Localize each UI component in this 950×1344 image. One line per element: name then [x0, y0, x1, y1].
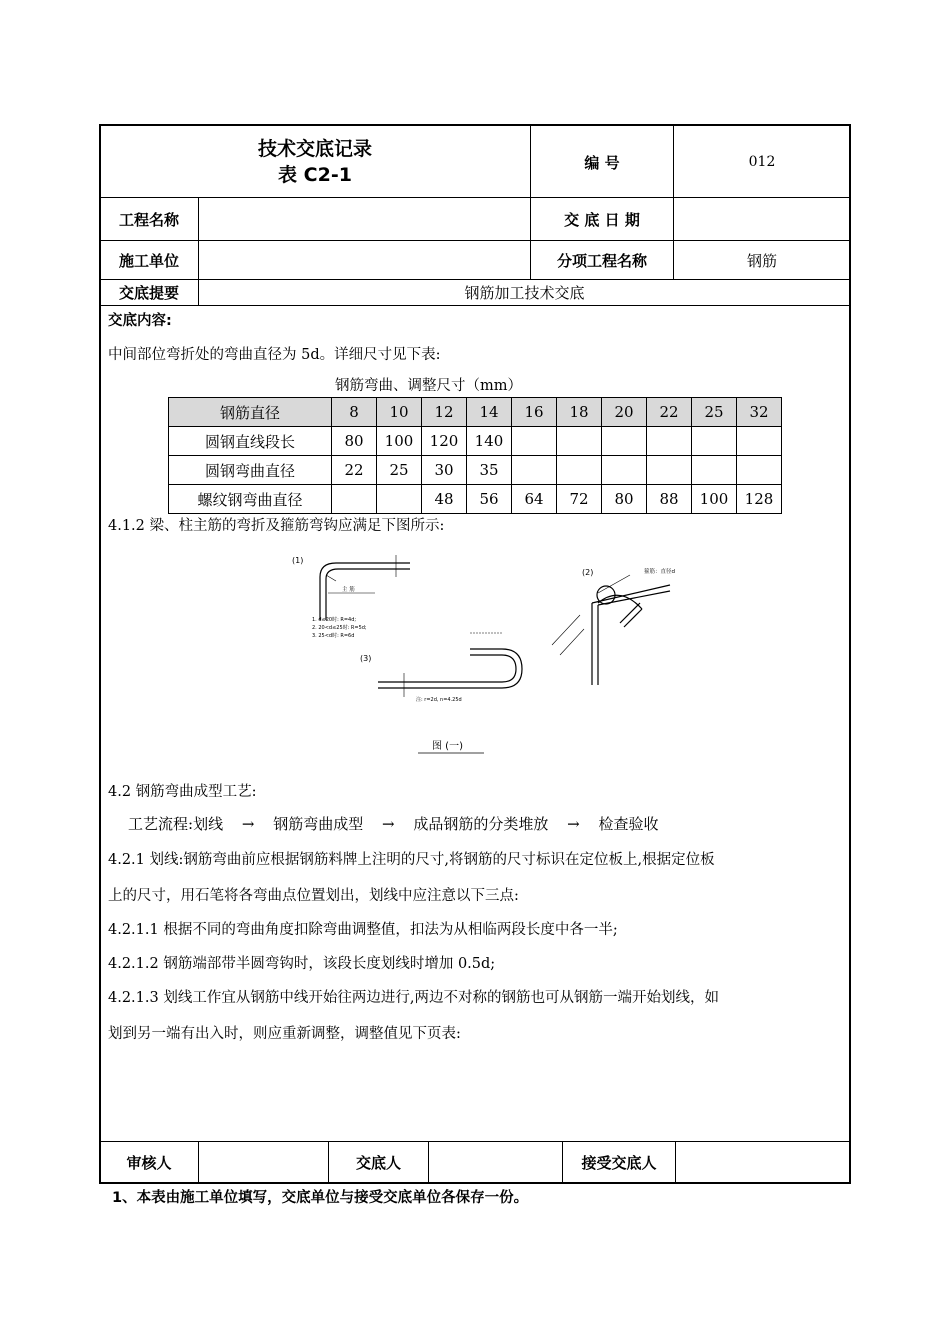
table-cell: 72 — [557, 485, 602, 514]
table-cell: 25 — [377, 456, 422, 485]
dim-line — [552, 615, 580, 645]
stirrup-label: 箍筋：直径d — [644, 569, 675, 575]
hook-bar-outer — [378, 655, 516, 682]
rule-3: 3. 25<d时: R=6d — [312, 633, 355, 639]
table-header-row — [169, 398, 782, 427]
flow-step: 钢筋弯曲成型 — [273, 815, 364, 833]
hook-tail — [620, 603, 640, 623]
table-cell — [512, 427, 557, 456]
para-4-2-1-3-line1: 4.2.1.3 划线工作宜从钢筋中线开始往两边进行,两边不对称的钢筋也可从钢筋一端开始划线，如 — [108, 990, 719, 1006]
table-cell: 25 — [692, 398, 737, 427]
flow-step: 检查验收 — [598, 815, 659, 833]
date-label: 交 底 日 期 — [564, 210, 640, 229]
table-cell — [692, 456, 737, 485]
table-cell: 80 — [332, 427, 377, 456]
fig-label-1: (1) — [292, 556, 304, 565]
code-label: 编 号 — [584, 153, 620, 172]
footnote: 1、本表由施工单位填写，交底单位与接受交底单位各保存一份。 — [112, 1190, 529, 1206]
subproject-value[interactable]: 钢筋 — [746, 251, 777, 270]
table-cell — [602, 456, 647, 485]
para-4-2-1-2: 4.2.1.2 钢筋端部带半圆弯钩时，该段长度划线时增加 0.5d; — [108, 956, 496, 972]
fig-label-3: (3) — [360, 654, 372, 663]
flow-step: 成品钢筋的分类堆放 — [413, 815, 549, 833]
content-heading: 交底内容: — [108, 313, 172, 329]
receiver-label: 接受交底人 — [581, 1154, 657, 1172]
title-line1: 技术交底记录 — [257, 138, 372, 160]
table-cell — [332, 485, 377, 514]
table-cell — [512, 456, 557, 485]
para-4-2-1-1: 4.2.1.1 根据不同的弯曲角度扣除弯曲调整值，扣法为从相临两段长度中各一半; — [108, 922, 618, 938]
table-cell: 20 — [602, 398, 647, 427]
table-cell: 48 — [422, 485, 467, 514]
table-row — [169, 456, 782, 485]
process-flow — [128, 813, 659, 834]
table-cell — [647, 427, 692, 456]
arrow-icon: → — [241, 815, 255, 833]
project-name-value[interactable] — [199, 198, 530, 240]
bent-bar-1-outer — [320, 563, 410, 620]
table-cell: 钢筋直径 — [169, 398, 332, 427]
flow-label: 工艺流程: — [128, 815, 194, 833]
project-name-label: 工程名称 — [118, 210, 179, 229]
code-value[interactable]: 012 — [748, 154, 776, 170]
table-cell — [737, 427, 782, 456]
para-4-2-1-3-line2: 划到另一端有出入时，则应重新调整，调整值见下页表: — [108, 1026, 461, 1042]
note-3: 注: r=2d, n=4.25d — [416, 697, 462, 703]
table-cell: 100 — [692, 485, 737, 514]
rebar-bending-figure — [280, 545, 700, 760]
table-cell: 30 — [422, 456, 467, 485]
table-cell: 16 — [512, 398, 557, 427]
figure-caption: 图 (一) — [432, 741, 463, 752]
radius-mark — [326, 575, 336, 581]
table-row — [169, 427, 782, 456]
form-title — [100, 127, 530, 197]
table-cell — [692, 427, 737, 456]
receiver-value[interactable] — [676, 1142, 850, 1183]
para-4-1-2: 4.1.2 梁、柱主筋的弯折及箍筋弯钩应满足下图所示: — [108, 518, 445, 534]
date-value[interactable] — [674, 198, 850, 240]
fig-label-2: (2) — [582, 568, 594, 577]
table-cell — [602, 427, 647, 456]
table-cell — [737, 456, 782, 485]
table-cell: 12 — [422, 398, 467, 427]
main-bar-label: 主 筋 — [342, 587, 355, 593]
table-cell: 圆钢弯曲直径 — [169, 456, 332, 485]
table-caption: 钢筋弯曲、调整尺寸（mm） — [335, 378, 522, 394]
table-cell — [557, 427, 602, 456]
table-cell: 22 — [332, 456, 377, 485]
row-line — [100, 305, 850, 306]
table-cell: 88 — [647, 485, 692, 514]
table-cell — [557, 456, 602, 485]
para-4-2: 4.2 钢筋弯曲成型工艺: — [108, 784, 257, 800]
rule-2: 2. 20<d≤25时: R=5d; — [312, 625, 367, 631]
intro-text: 中间部位弯折处的弯曲直径为 5d。详细尺寸见下表: — [108, 347, 441, 363]
arrow-icon: → — [382, 815, 395, 833]
table-cell: 80 — [602, 485, 647, 514]
presenter-value[interactable] — [429, 1142, 562, 1183]
table-cell: 35 — [467, 456, 512, 485]
table-cell: 100 — [377, 427, 422, 456]
rule-1: 1. d≤20时: R=4d; — [312, 617, 357, 623]
table-cell — [377, 485, 422, 514]
table-cell — [647, 456, 692, 485]
table-row — [169, 485, 782, 514]
summary-value[interactable]: 钢筋加工技术交底 — [464, 284, 585, 302]
table-cell: 圆钢直线段长 — [169, 427, 332, 456]
contractor-value[interactable] — [199, 241, 530, 279]
subproject-label: 分项工程名称 — [556, 251, 647, 270]
table-cell: 32 — [737, 398, 782, 427]
para-4-2-1-line2: 上的尺寸，用石笔将各弯曲点位置划出，划线中应注意以下三点: — [108, 888, 519, 904]
table-cell: 120 — [422, 427, 467, 456]
arrow-icon: → — [567, 815, 580, 833]
hook-tail — [624, 609, 642, 627]
summary-label: 交底提要 — [118, 284, 179, 302]
table-cell: 8 — [332, 398, 377, 427]
table-cell: 128 — [737, 485, 782, 514]
table-cell: 22 — [647, 398, 692, 427]
table-cell: 64 — [512, 485, 557, 514]
reviewer-label: 审核人 — [126, 1154, 172, 1172]
table-cell: 10 — [377, 398, 422, 427]
table-cell: 140 — [467, 427, 512, 456]
table-cell: 螺纹钢弯曲直径 — [169, 485, 332, 514]
contractor-label: 施工单位 — [118, 251, 179, 270]
bent-bar-1-inner — [326, 569, 410, 620]
reviewer-value[interactable] — [199, 1142, 328, 1183]
table-cell: 14 — [467, 398, 512, 427]
flow-step: 划线 — [193, 815, 224, 833]
title-line2: 表 C2-1 — [278, 164, 352, 186]
bending-table — [168, 397, 782, 514]
table-cell: 56 — [467, 485, 512, 514]
table-cell: 18 — [557, 398, 602, 427]
para-4-2-1-line1: 4.2.1 划线:钢筋弯曲前应根据钢筋料牌上注明的尺寸,将钢筋的尺寸标识在定位板上,根据定位板 — [108, 852, 715, 868]
presenter-label: 交底人 — [355, 1154, 401, 1172]
